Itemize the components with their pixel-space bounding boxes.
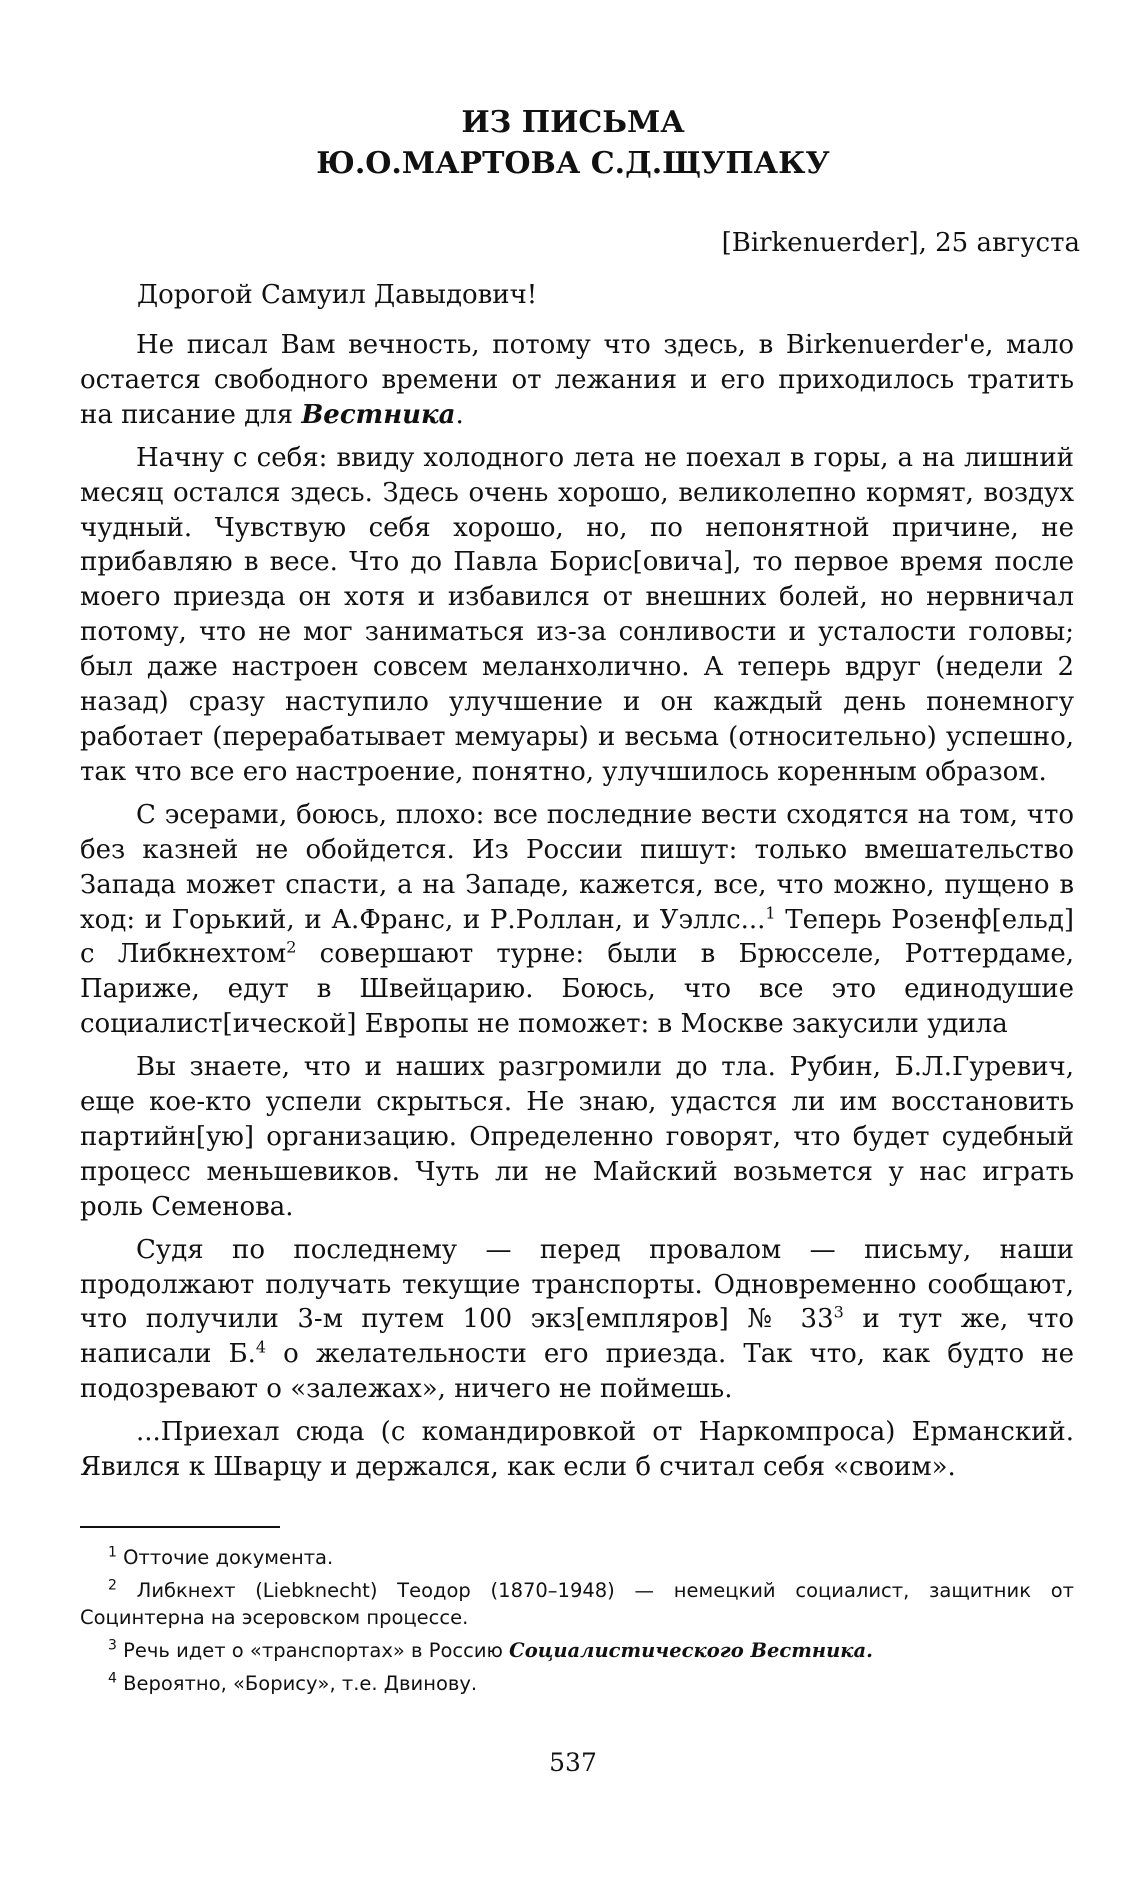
footnote-ref-4: 4 — [255, 1337, 267, 1357]
paragraph-5 — [80, 1233, 1074, 1408]
footnote-3-emphasis: Социалистического Вестника. — [509, 1639, 873, 1662]
paragraph-5-part-a: Судя по последнему — перед провалом — письму, наши продолжают получать текущие транспорты. Одновременно сообщают, что получили 3-м путем 100 экз[емпляров] № 33 — [80, 1234, 1074, 1335]
footnote-2-number: 2 — [108, 1577, 117, 1594]
paragraph-3-part-b: Теперь Розенф[ельд] с Либкнехтом — [80, 904, 1074, 970]
footnote-1 — [80, 1544, 1074, 1571]
footnote-1-text: Отточие документа. — [116, 1546, 334, 1569]
footnote-divider — [80, 1526, 280, 1528]
title-line-1: ИЗ ПИСЬМА — [461, 105, 685, 140]
dateline: [Birkenuerder], 25 августа — [721, 228, 1080, 258]
paragraph-1-text: Не писал Вам вечность, потому что здесь, в Birkenuerder'е, мало остается свободного времени от лежания и его приходилось тратить на писание для — [80, 330, 1074, 430]
footnote-4-number: 4 — [108, 1670, 117, 1687]
paragraph-3 — [80, 798, 1074, 1042]
paragraph-4: Вы знаете, что и наших разгромили до тла. Рубин, Б.Л.Гуревич, еще кое-кто успели скрыться. Не знаю, удастся ли им восстановить партийн[ую] организацию. Определенно говорят, что будет судебный процесс меньшевиков. Чуть ли не Майский возьмется у нас играть роль Семенова. — [80, 1052, 1074, 1222]
greeting: Дорогой Самуил Давыдович! — [137, 280, 538, 310]
footnote-4-text: Вероятно, «Борису», т.е. Двинову. — [116, 1672, 478, 1695]
footnote-4 — [80, 1670, 1074, 1697]
paragraph-1 — [80, 328, 1074, 433]
paragraph-5-part-c: о желательности его приезда. Так что, как будто не подозревают о «залежах», ничего не поймешь. — [80, 1339, 1074, 1405]
footnote-ref-3: 3 — [833, 1302, 844, 1322]
footnote-3-text: Речь идет о «транспортах» в Россию — [116, 1639, 510, 1662]
footnote-2 — [80, 1577, 1074, 1631]
paragraph-5-part-b: и тут же, что написали Б. — [80, 1304, 1074, 1370]
paragraph-3-part-a: С эсерами, боюсь, плохо: все последние вести сходятся на том, что без казней не обойдется. Из России пишут: только вмешательство Запада может спасти, а на Западе, кажется, все, что можно, пущено в ход: и Горький, и А.Франс, и Р.Роллан, и Уэллс... — [80, 799, 1074, 935]
footnotes — [80, 1544, 1074, 1703]
footnote-ref-2: 2 — [286, 937, 297, 957]
letter-body — [80, 328, 1074, 1493]
footnote-3-number: 3 — [108, 1637, 117, 1654]
footnote-3 — [80, 1637, 1074, 1664]
title-line-2: Ю.О.МАРТОВА С.Д.ЩУПАКУ — [316, 146, 830, 181]
footnote-2-text: Либкнехт (Liebknecht) Теодор (1870–1948) — немецкий социалист, защитник от Социнтерна на эсеровском процессе. — [80, 1579, 1074, 1629]
paragraph-3-part-c: совершают турне: были в Брюсселе, Роттердаме, Париже, едут в Швейцарию. Боюсь, что все это единодушие социалист[ической] Европы не поможет: в Москве закусили удила — [80, 939, 1075, 1040]
paragraph-1-end: . — [455, 399, 464, 430]
vestnik-emphasis: Вестника — [301, 399, 456, 430]
paragraph-6: ...Приехал сюда (с командировкой от Наркомпроса) Ерманский. Явился к Шварцу и держался, как если б считал себя «своим». — [80, 1417, 1074, 1483]
page-number: 537 — [549, 1748, 597, 1777]
paragraph-2: Начну с себя: ввиду холодного лета не поехал в горы, а на лишний месяц остался здесь. Здесь очень хорошо, великолепно кормят, воздух чудный. Чувствую себя хорошо, но, по непонятной причине, не прибавляю в весе. Что до Павла Борис[овича], то первое время после моего приезда он хотя и избавился от внешних болей, но нервничал потому, что не мог заниматься из-за сонливости и усталости головы; был даже настроен совсем меланхолично. А теперь вдруг (недели 2 назад) сразу наступило улучшение и он каждый день понемногу работает (перерабатывает мемуары) и весьма (относительно) успешно, так что все его настроение, понятно, улучшилось коренным образом. — [80, 442, 1074, 787]
footnote-1-number: 1 — [108, 1544, 117, 1561]
letter-title — [0, 102, 1146, 184]
footnote-ref-1: 1 — [765, 902, 776, 922]
